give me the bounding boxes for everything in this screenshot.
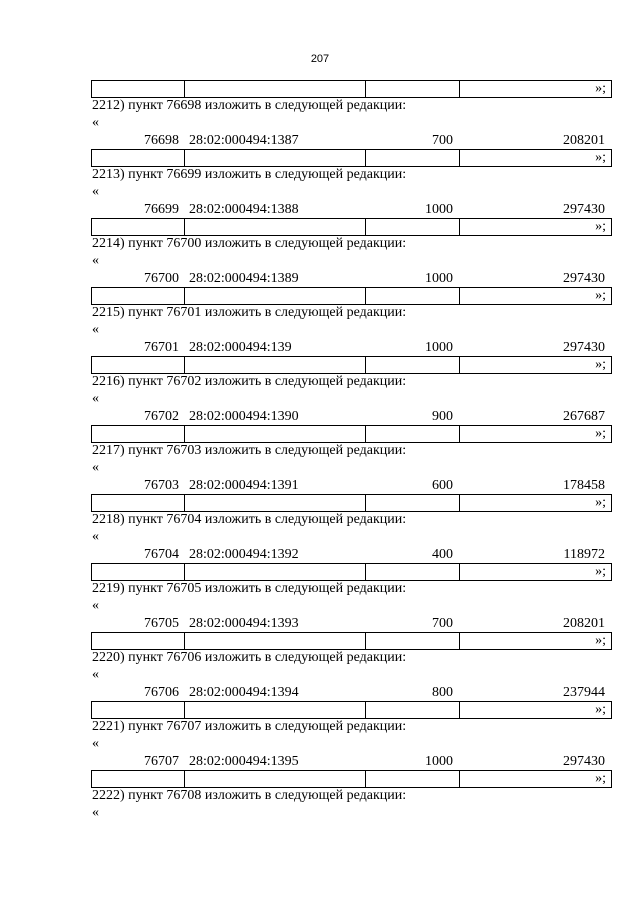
opening-quote: « [92, 115, 99, 130]
opening-quote: « [92, 253, 99, 268]
amendment-heading: 2213) пункт 76699 изложить в следующей редакции: [92, 167, 407, 182]
opening-quote: « [92, 460, 99, 475]
record-number: 76698 [144, 133, 179, 148]
opening-quote: « [92, 598, 99, 613]
cadastral-number: 28:02:000494:1394 [189, 685, 299, 700]
record-number: 76704 [144, 547, 179, 562]
table-cell [92, 564, 185, 581]
record-area: 1000 [425, 271, 453, 286]
document-body [91, 80, 611, 822]
table-cell [185, 771, 366, 788]
record-value: 208201 [563, 133, 605, 148]
record-number: 76706 [144, 685, 179, 700]
row-terminator: »; [460, 426, 612, 443]
record-values [91, 615, 611, 632]
table-cell [185, 81, 366, 98]
table-cell [185, 150, 366, 167]
table-cell [92, 702, 185, 719]
table-cell [185, 564, 366, 581]
record-area: 800 [432, 685, 453, 700]
table-row-frame [91, 356, 612, 374]
table-cell [366, 564, 460, 581]
record-values [91, 201, 611, 218]
row-terminator: »; [460, 150, 612, 167]
record-values [91, 270, 611, 287]
table-row-frame [91, 80, 612, 98]
record-number: 76703 [144, 478, 179, 493]
table-cell [185, 633, 366, 650]
row-terminator: »; [460, 219, 612, 236]
opening-quote: « [92, 391, 99, 406]
record-area: 1000 [425, 754, 453, 769]
record-number: 76701 [144, 340, 179, 355]
opening-quote: « [92, 736, 99, 751]
table-cell [366, 288, 460, 305]
amendment-heading: 2212) пункт 76698 изложить в следующей редакции: [92, 98, 407, 113]
table-cell [92, 81, 185, 98]
amendment-heading: 2217) пункт 76703 изложить в следующей редакции: [92, 443, 407, 458]
cadastral-number: 28:02:000494:1388 [189, 202, 299, 217]
record-value: 178458 [563, 478, 605, 493]
row-terminator: »; [460, 702, 612, 719]
cadastral-number: 28:02:000494:1389 [189, 271, 299, 286]
record-area: 1000 [425, 202, 453, 217]
amendment-heading: 2218) пункт 76704 изложить в следующей редакции: [92, 512, 407, 527]
record-values [91, 753, 611, 770]
table-cell [366, 771, 460, 788]
record-area: 600 [432, 478, 453, 493]
record-number: 76707 [144, 754, 179, 769]
row-terminator: »; [460, 564, 612, 581]
record-value: 208201 [563, 616, 605, 631]
record-area: 400 [432, 547, 453, 562]
table-cell [185, 702, 366, 719]
amendment-heading: 2214) пункт 76700 изложить в следующей редакции: [92, 236, 407, 251]
table-row-frame [91, 563, 612, 581]
amendment-heading: 2220) пункт 76706 изложить в следующей редакции: [92, 650, 407, 665]
opening-quote: « [92, 184, 99, 199]
cadastral-number: 28:02:000494:1391 [189, 478, 299, 493]
record-values [91, 408, 611, 425]
table-cell [92, 633, 185, 650]
cadastral-number: 28:02:000494:1393 [189, 616, 299, 631]
row-terminator: »; [460, 357, 612, 374]
table-cell [366, 426, 460, 443]
table-cell [366, 81, 460, 98]
table-cell [185, 495, 366, 512]
cadastral-number: 28:02:000494:1395 [189, 754, 299, 769]
table-row-frame [91, 287, 612, 305]
record-value: 237944 [563, 685, 605, 700]
record-area: 900 [432, 409, 453, 424]
row-terminator: »; [460, 495, 612, 512]
record-values [91, 132, 611, 149]
record-area: 700 [432, 133, 453, 148]
amendment-heading: 2216) пункт 76702 изложить в следующей редакции: [92, 374, 407, 389]
table-cell [92, 219, 185, 236]
table-row-frame [91, 218, 612, 236]
record-values [91, 684, 611, 701]
record-values [91, 477, 611, 494]
table-cell [185, 426, 366, 443]
record-value: 267687 [563, 409, 605, 424]
table-row-frame [91, 770, 612, 788]
table-cell [185, 357, 366, 374]
record-number: 76702 [144, 409, 179, 424]
table-cell [92, 426, 185, 443]
opening-quote: « [92, 322, 99, 337]
opening-quote: « [92, 667, 99, 682]
amendment-heading: 2222) пункт 76708 изложить в следующей редакции: [92, 788, 407, 803]
row-terminator: »; [460, 633, 612, 650]
opening-quote: « [92, 805, 99, 820]
record-value: 297430 [563, 271, 605, 286]
table-cell [92, 150, 185, 167]
cadastral-number: 28:02:000494:1392 [189, 547, 299, 562]
table-cell [185, 219, 366, 236]
table-cell [366, 150, 460, 167]
amendment-heading: 2219) пункт 76705 изложить в следующей редакции: [92, 581, 407, 596]
cadastral-number: 28:02:000494:1387 [189, 133, 299, 148]
record-value: 118972 [563, 547, 605, 562]
table-cell [92, 771, 185, 788]
table-cell [366, 219, 460, 236]
cadastral-number: 28:02:000494:1390 [189, 409, 299, 424]
table-cell [366, 495, 460, 512]
record-number: 76700 [144, 271, 179, 286]
table-row-frame [91, 701, 612, 719]
record-values [91, 546, 611, 563]
record-value: 297430 [563, 202, 605, 217]
row-terminator: »; [460, 288, 612, 305]
record-area: 700 [432, 616, 453, 631]
record-value: 297430 [563, 340, 605, 355]
table-row-frame [91, 425, 612, 443]
table-cell [92, 357, 185, 374]
record-area: 1000 [425, 340, 453, 355]
cadastral-number: 28:02:000494:139 [189, 340, 292, 355]
table-row-frame [91, 149, 612, 167]
amendment-heading: 2215) пункт 76701 изложить в следующей редакции: [92, 305, 407, 320]
row-terminator: »; [460, 81, 612, 98]
opening-quote: « [92, 529, 99, 544]
page-number: 207 [310, 53, 330, 65]
table-row-frame [91, 632, 612, 650]
table-row-frame [91, 494, 612, 512]
table-cell [366, 633, 460, 650]
amendment-heading: 2221) пункт 76707 изложить в следующей редакции: [92, 719, 407, 734]
table-cell [366, 357, 460, 374]
table-cell [92, 495, 185, 512]
table-cell [185, 288, 366, 305]
table-cell [92, 288, 185, 305]
record-values [91, 339, 611, 356]
row-terminator: »; [460, 771, 612, 788]
table-cell [366, 702, 460, 719]
record-number: 76699 [144, 202, 179, 217]
record-number: 76705 [144, 616, 179, 631]
record-value: 297430 [563, 754, 605, 769]
